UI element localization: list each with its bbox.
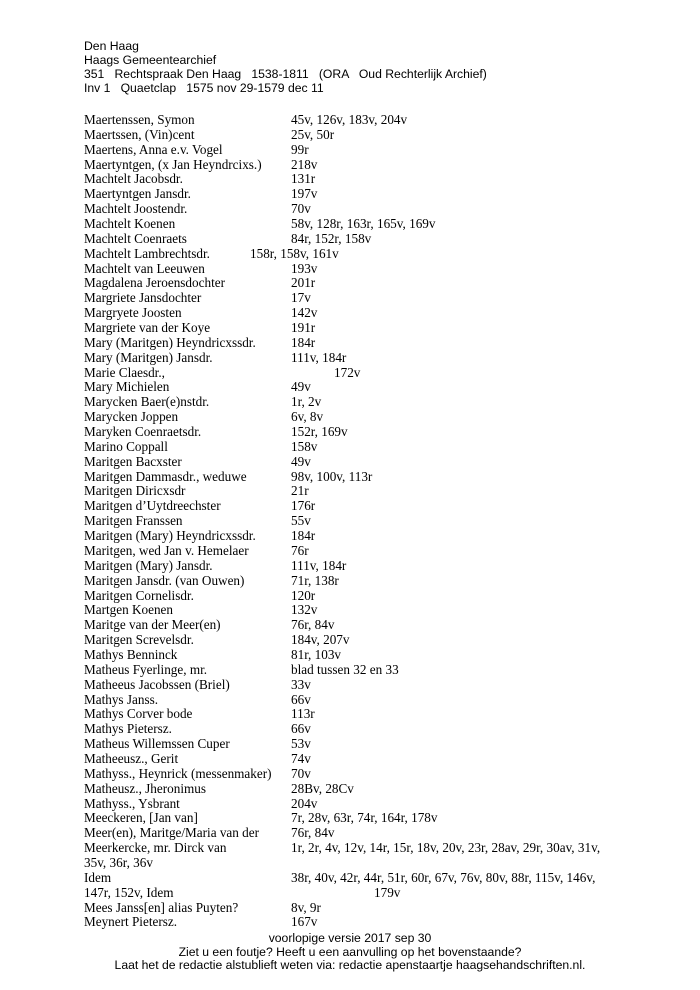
index-row	[84, 455, 644, 470]
index-entry-name: Matheeusz., Gerit	[84, 750, 179, 766]
index-entry-name: Meynert Pietersz.	[84, 914, 178, 930]
index-entry-name: Maritgen (Mary) Jansdr.	[84, 557, 213, 573]
index-row	[84, 648, 644, 663]
index-entry-folios: 49v	[291, 453, 311, 469]
footer-contact: Laat het de redactie alstublieft weten via: redactie apenstaartje haagsehandschriften.nl.	[114, 958, 586, 973]
index-entry-name: Machtelt van Leeuwen	[84, 260, 205, 276]
index-entry-name: Machtelt Koenen	[84, 216, 176, 232]
index-entry-folios: 204v	[291, 795, 318, 811]
index-entry-name: Maertssen, (Vin)cent	[84, 126, 195, 142]
index-row	[84, 351, 644, 366]
index-entry-folios: 131r	[291, 171, 316, 187]
index-entry-name: Maritgen, wed Jan v. Hemelaer	[84, 542, 249, 558]
index-row	[84, 559, 644, 574]
index-row	[84, 589, 644, 604]
index-entry-name: Margriete van der Koye	[84, 320, 211, 336]
index-entry-name: Margryete Joosten	[84, 305, 182, 321]
index-row	[84, 128, 644, 143]
index-entry-name: Magdalena Jeroensdochter	[84, 275, 225, 291]
index-entry-name: Matheus Willemssen Cuper	[84, 736, 230, 752]
index-row	[84, 380, 644, 395]
index-entry-folios: 132v	[291, 602, 318, 618]
index-entry-name: Maritgen Diricxsdr	[84, 483, 186, 499]
index-entry-name: Meeckeren, [Jan van]	[84, 810, 198, 826]
index-row	[84, 410, 644, 425]
index-entry-folios: 66v	[291, 721, 311, 737]
index-entry-folios: 218v	[291, 156, 318, 172]
index-entry-name: Mathys Benninck	[84, 646, 178, 662]
index-entry-folios: 193v	[291, 260, 318, 276]
index-row	[84, 574, 644, 589]
index-entry-name: Martgen Koenen	[84, 602, 173, 618]
index-entry-folios: 76r, 84v	[291, 617, 335, 633]
index-entry-name: Mary (Maritgen) Jansdr.	[84, 349, 213, 365]
index-entry-folios: 152r, 169v	[291, 424, 348, 440]
index-entry-folios: 158v	[291, 438, 318, 454]
index-row	[84, 172, 644, 187]
index-row	[84, 693, 644, 708]
index-entry-folios: 111v, 184r	[291, 349, 347, 365]
index-row	[84, 291, 644, 306]
index-entry-name: 35v, 36r, 36v	[84, 854, 153, 870]
index-entry-folios: blad tussen 32 en 33	[291, 661, 399, 677]
index-entry-name: Mathys Corver bode	[84, 706, 193, 722]
index-entry-folios: 99r	[291, 141, 309, 157]
index-row	[84, 544, 644, 559]
index-entry-folios: 167v	[291, 914, 318, 930]
index-row	[84, 886, 644, 901]
index-entry-name: Matheus Fyerlinge, mr.	[84, 661, 208, 677]
index-entry-folios: 58v, 128r, 163r, 165v, 169v	[291, 216, 436, 232]
header-city: Den Haag	[84, 39, 139, 53]
index-entry-name: Mathys Pietersz.	[84, 721, 172, 737]
header-collection: 351 Rechtspraak Den Haag 1538-1811 (ORA Oud Rechterlijk Archief)	[84, 66, 487, 81]
index-entry-name: Maritgen Dammasdr., weduwe	[84, 468, 247, 484]
index-entry-folios: 21r	[291, 483, 309, 499]
index-entry-folios: 6v, 8v	[291, 409, 324, 425]
index-row	[84, 826, 644, 841]
index-entry-name: Meer(en), Maritge/Maria van der	[84, 825, 260, 841]
index-entry-folios: 184r	[291, 334, 316, 350]
index-entry-name: Meerkercke, mr. Dirck van	[84, 840, 227, 856]
index-entry-folios: 66v	[291, 691, 311, 707]
footer-question: Ziet u een foutje? Heeft u een aanvulling op het bovenstaande?	[178, 944, 522, 959]
index-row	[84, 321, 644, 336]
index-row	[84, 915, 644, 930]
index-entry-name: Maritgen (Mary) Heyndricxssdr.	[84, 528, 256, 544]
index-entry-folios: 113r	[291, 706, 315, 722]
header-inventory: Inv 1 Quaetclap 1575 nov 29-1579 dec 11	[84, 80, 324, 95]
index-entry-folios: 81r, 103v	[291, 646, 342, 662]
index-entry-folios: 71r, 138r	[291, 572, 339, 588]
index-row	[84, 262, 644, 277]
index-row	[84, 187, 644, 202]
index-entry-folios: 25v, 50r	[291, 126, 335, 142]
index-entry-folios: 172v	[334, 364, 361, 380]
index-row	[84, 811, 644, 826]
index-row	[84, 440, 644, 455]
index-entry-name: Idem	[84, 869, 112, 885]
index-entry-folios: 28Bv, 28Cv	[291, 780, 354, 796]
index-entry-name: Maritgen Jansdr. (van Ouwen)	[84, 572, 245, 588]
index-entry-name: Maertens, Anna e.v. Vogel	[84, 141, 223, 157]
index-row	[84, 737, 644, 752]
index-row	[84, 678, 644, 693]
index-row	[84, 633, 644, 648]
index-row	[84, 113, 644, 128]
index-entry-name: Maryken Coenraetsdr.	[84, 424, 202, 440]
index-entry-name: Matheusz., Jheronimus	[84, 780, 206, 796]
index-row	[84, 618, 644, 633]
index-entry-name: Maritgen Cornelisdr.	[84, 587, 194, 603]
index-entry-folios: 38r, 40v, 42r, 44r, 51r, 60r, 67v, 76v, 80v, 88r, 115v, 146v,	[291, 869, 596, 885]
index-entry-folios: 201r	[291, 275, 316, 291]
index-entry-folios: 76r, 84v	[291, 825, 335, 841]
index-row	[84, 276, 644, 291]
index-entry-folios: 197v	[291, 186, 318, 202]
index-row	[84, 871, 644, 886]
index-row	[84, 782, 644, 797]
index-entry-folios: 17v	[291, 290, 311, 306]
index-entry-name: Marycken Joppen	[84, 409, 179, 425]
index-entry-name: Mary (Maritgen) Heyndricxssdr.	[84, 334, 256, 350]
index-row	[84, 499, 644, 514]
index-entry-folios: 70v	[291, 765, 311, 781]
index-row	[84, 143, 644, 158]
index-entry-folios: 111v, 184r	[291, 557, 347, 573]
index-entry-name: Marycken Baer(e)nstdr.	[84, 394, 210, 410]
index-entry-name: Marie Claesdr.,	[84, 364, 165, 380]
index-entry-folios: 76r	[291, 542, 309, 558]
index-row	[84, 470, 644, 485]
index-entry-name: Matheeus Jacobssen (Briel)	[84, 676, 230, 692]
index-entry-folios: 179v	[374, 884, 401, 900]
index-entry-folios: 184v, 207v	[291, 632, 350, 648]
index-row	[84, 752, 644, 767]
index-row	[84, 484, 644, 499]
index-row	[84, 603, 644, 618]
index-row	[84, 841, 644, 856]
index-row	[84, 767, 644, 782]
index-entry-folios: 120r	[291, 587, 316, 603]
index-entry-name: Mathyss., Ysbrant	[84, 795, 180, 811]
index-entry-name: Maritgen Screvelsdr.	[84, 632, 194, 648]
index-row	[84, 722, 644, 737]
index-row	[84, 158, 644, 173]
index-row	[84, 425, 644, 440]
index-entry-folios: 70v	[291, 201, 311, 217]
index-entry-name: Machtelt Jacobsdr.	[84, 171, 183, 187]
index-entry-folios: 158r, 158v, 161v	[250, 245, 339, 261]
index-entry-name: Marino Coppall	[84, 438, 168, 454]
index-row	[84, 797, 644, 812]
name-index-list	[84, 113, 644, 930]
index-entry-folios: 74v	[291, 750, 311, 766]
index-row	[84, 395, 644, 410]
index-entry-name: Maritgen Bacxster	[84, 453, 182, 469]
index-entry-folios: 45v, 126v, 183v, 204v	[291, 112, 408, 127]
index-entry-name: Maritge van der Meer(en)	[84, 617, 221, 633]
index-entry-folios: 1r, 2v	[291, 394, 322, 410]
index-entry-folios: 53v	[291, 736, 311, 752]
index-entry-name: Maritgen d’Uytdreechster	[84, 498, 221, 514]
index-row	[84, 366, 644, 381]
index-entry-name: Mary Michielen	[84, 379, 170, 395]
header-archive: Haags Gemeentearchief	[84, 52, 217, 67]
index-row	[84, 306, 644, 321]
index-entry-name: Machtelt Lambrechtsdr.	[84, 245, 210, 261]
index-entry-folios: 49v	[291, 379, 311, 395]
index-entry-name: Maertenssen, Symon	[84, 112, 195, 127]
index-row	[84, 202, 644, 217]
index-entry-name: Machtelt Joostendr.	[84, 201, 188, 217]
index-entry-folios: 8v, 9r	[291, 899, 321, 915]
footer-version: voorlopige versie 2017 sep 30	[268, 931, 432, 945]
index-entry-name: Maertyntgen, (x Jan Heyndrcixs.)	[84, 156, 262, 172]
index-row	[84, 232, 644, 247]
document-header	[84, 40, 487, 96]
index-entry-folios: 176r	[291, 498, 316, 514]
index-entry-name: Mees Janss[en] alias Puyten?	[84, 899, 239, 915]
index-entry-folios: 142v	[291, 305, 318, 321]
index-entry-name: Maertyntgen Jansdr.	[84, 186, 191, 202]
index-row	[84, 217, 644, 232]
index-row	[84, 707, 644, 722]
index-entry-folios: 33v	[291, 676, 311, 692]
index-row	[84, 514, 644, 529]
index-entry-folios: 55v	[291, 513, 311, 529]
index-row	[84, 336, 644, 351]
index-entry-name: Maritgen Franssen	[84, 513, 183, 529]
index-entry-folios: 84r, 152r, 158v	[291, 230, 372, 246]
index-entry-name: Mathyss., Heynrick (messenmaker)	[84, 765, 272, 781]
index-entry-name: Margriete Jansdochter	[84, 290, 202, 306]
index-entry-name: Mathys Janss.	[84, 691, 158, 707]
index-entry-name: 147r, 152v, Idem	[84, 884, 174, 900]
index-row	[84, 247, 644, 262]
document-footer	[0, 932, 700, 973]
index-entry-folios: 7r, 28v, 63r, 74r, 164r, 178v	[291, 810, 438, 826]
index-row	[84, 901, 644, 916]
index-entry-folios: 1r, 2r, 4v, 12v, 14r, 15r, 18v, 20v, 23r, 28av, 29r, 30av, 31v,	[291, 840, 601, 856]
index-row	[84, 529, 644, 544]
index-entry-folios: 191r	[291, 320, 316, 336]
index-row	[84, 663, 644, 678]
index-entry-name: Machtelt Coenraets	[84, 230, 187, 246]
index-entry-folios: 184r	[291, 528, 316, 544]
index-entry-folios: 98v, 100v, 113r	[291, 468, 373, 484]
index-row	[84, 856, 644, 871]
